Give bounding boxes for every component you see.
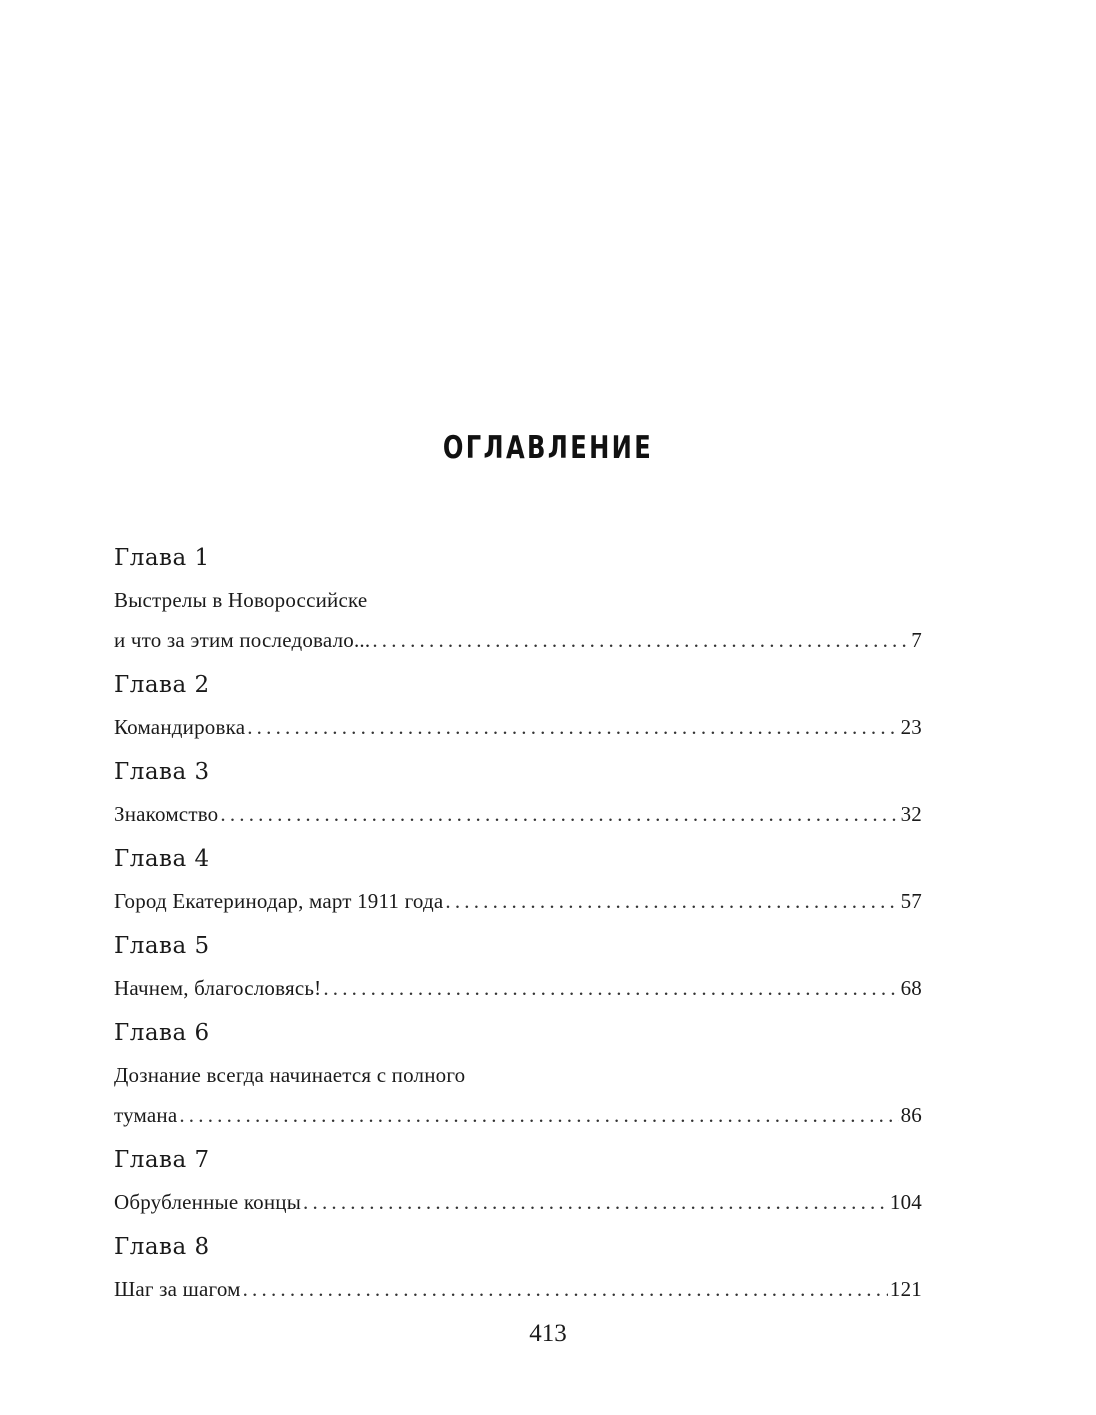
chapter-title-line: Город Екатеринодар, март 1911 года [114, 889, 444, 913]
toc-chapter-3 [114, 750, 922, 834]
chapter-heading: Глава 7 [114, 1147, 210, 1173]
chapter-title-line: Выстрелы в Новороссийске [114, 588, 368, 612]
toc-chapter-5 [114, 924, 922, 1008]
toc-entry-line[interactable] [114, 881, 922, 921]
toc-entry-line[interactable] [114, 620, 922, 660]
chapter-heading: Глава 4 [114, 846, 210, 872]
chapter-heading: Глава 2 [114, 672, 210, 698]
chapter-page-number: 104 [889, 1190, 922, 1214]
dot-leader [179, 1095, 898, 1135]
chapter-page-number: 32 [900, 802, 922, 826]
toc-chapter-2 [114, 663, 922, 747]
chapter-title-line: Командировка [114, 715, 246, 739]
toc-chapter-6 [114, 1011, 922, 1135]
chapter-page-number: 23 [900, 715, 922, 739]
toc-title: ОГЛАВЛЕНИЕ [442, 430, 654, 466]
toc-entry-line[interactable] [114, 707, 922, 747]
chapter-title-line: тумана [114, 1103, 178, 1127]
toc-chapter-1 [114, 536, 922, 660]
chapter-heading: Глава 8 [114, 1234, 210, 1260]
chapter-title-line: Знакомство [114, 802, 219, 826]
table-of-contents [114, 536, 922, 1312]
toc-entry-line[interactable] [114, 1182, 922, 1222]
toc-entry-line[interactable] [114, 968, 922, 1008]
chapter-heading: Глава 6 [114, 1020, 210, 1046]
chapter-title-line: и что за этим последовало... [114, 628, 371, 652]
dot-leader [372, 620, 909, 660]
dot-leader [445, 881, 898, 921]
dot-leader [247, 707, 898, 747]
page-number: 413 [529, 1320, 567, 1347]
chapter-heading: Глава 1 [114, 545, 210, 571]
chapter-page-number: 86 [900, 1103, 922, 1127]
dot-leader [220, 794, 898, 834]
chapter-page-number: 121 [889, 1277, 922, 1301]
chapter-page-number: 7 [911, 628, 922, 652]
chapter-title-line: Дознание всегда начинается с полного [114, 1063, 466, 1087]
chapter-page-number: 68 [900, 976, 922, 1000]
chapter-title-line: Шаг за шагом [114, 1277, 241, 1301]
dot-leader [323, 968, 898, 1008]
chapter-heading: Глава 3 [114, 759, 210, 785]
chapter-page-number: 57 [900, 889, 922, 913]
dot-leader [243, 1269, 888, 1309]
toc-entry-line[interactable] [114, 1095, 922, 1135]
dot-leader [303, 1182, 888, 1222]
chapter-title-line: Обрубленные концы [114, 1190, 302, 1214]
toc-chapter-8 [114, 1225, 922, 1309]
toc-chapter-7 [114, 1138, 922, 1222]
chapter-heading: Глава 5 [114, 933, 210, 959]
chapter-title-line: Начнем, благословясь! [114, 976, 322, 1000]
toc-entry-line[interactable] [114, 794, 922, 834]
toc-entry-line[interactable] [114, 1269, 922, 1309]
toc-chapter-4 [114, 837, 922, 921]
